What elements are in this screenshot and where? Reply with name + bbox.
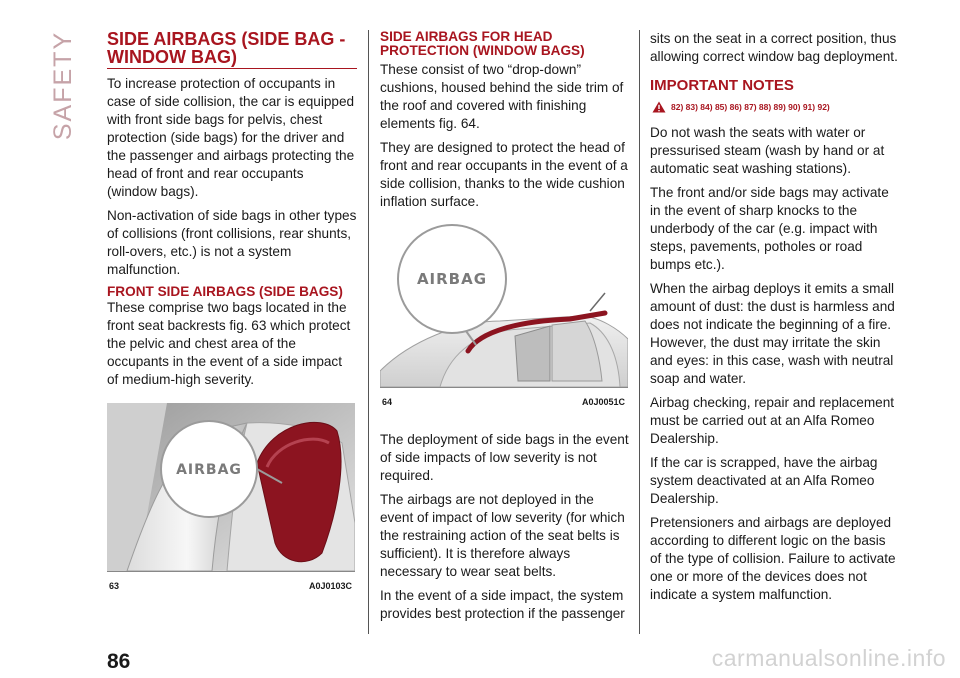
paragraph: The front and/or side bags may activate in the event of sharp knocks to the underbody of the car (e.g. impact with steps, pavements, potholes or road bumps etc.).	[650, 185, 889, 272]
paragraph: These consist of two “drop-down” cushions, housed behind the side trim of the roof and covered with finishing elements fig. 64.	[380, 62, 624, 131]
section-heading: SIDE AIRBAGS FOR HEAD PROTECTION (WINDOW BAGS)	[380, 29, 585, 58]
section-tab-label: SAFETY	[49, 30, 78, 140]
paragraph: The deployment of side bags in the event of side impacts of low severity is not required.	[380, 432, 629, 483]
warning-icon	[652, 101, 666, 113]
figure-number: 63	[109, 581, 120, 591]
paragraph: sits on the seat in a correct position, thus allowing correct window bag deployment.	[650, 31, 898, 64]
paragraph: In the event of a side impact, the system provides best protection if the passenger	[380, 588, 625, 621]
sub-heading: FRONT SIDE AIRBAGS (SIDE BAGS)	[107, 284, 343, 299]
warning-references: 82) 83) 84) 85) 86) 87) 88) 89) 90) 91) 92)	[671, 102, 830, 112]
figure-number: 64	[382, 397, 393, 407]
column-divider	[639, 30, 640, 634]
paragraph: If the car is scrapped, have the airbag system deactivated at an Alfa Romeo Dealership.	[650, 455, 878, 506]
figure-label: AIRBAG	[416, 270, 488, 288]
figure-caption	[380, 393, 630, 411]
figure-label: AIRBAG	[176, 462, 242, 478]
figure-code: A0J0103C	[308, 581, 352, 591]
section-heading: SIDE AIRBAGS (SIDE BAG - WINDOW BAG)	[107, 30, 357, 69]
paragraph: Non-activation of side bags in other types of collisions (front collisions, rear shunts, roll-overs, etc.) is not a system malfunction.	[107, 208, 357, 277]
paragraph: To increase protection of occupants in case of side collision, the car is equipped with front side bags for pelvis, chest protection (side bags) for the driver and the passenger and airbags protecting the head of front and rear occupants (window bags).	[107, 76, 355, 199]
figure-code: A0J0051C	[581, 397, 625, 407]
paragraph: These comprise two bags located in the front seat backrests fig. 63 which protect the pelvic and chest area of the occupants in the event of a side impact of medium-high severity.	[107, 300, 351, 387]
paragraph: The airbags are not deployed in the event of impact of low severity (for which the restraining action of the seat belts is sufficient). It is therefore always necessary to wear seat belts.	[380, 492, 625, 579]
column-1	[107, 30, 357, 595]
section-heading: IMPORTANT NOTES	[650, 77, 794, 94]
figure-63-side-airbag-seat	[107, 403, 355, 572]
paragraph: They are designed to protect the head of front and rear occupants in the event of a side collision, thanks to the wide cushion inflation surface.	[380, 140, 628, 209]
column-2	[380, 30, 630, 629]
column-3	[650, 30, 900, 610]
figure-64-window-airbag	[380, 221, 628, 388]
column-divider	[368, 30, 369, 634]
page-number: 86	[107, 650, 131, 673]
seat-airbag-illustration	[107, 403, 355, 571]
window-airbag-illustration	[380, 221, 628, 387]
section-tab	[44, 30, 84, 140]
paragraph: Do not wash the seats with water or pressurised steam (wash by hand or at automatic seat washing stations).	[650, 125, 885, 176]
paragraph: Airbag checking, repair and replacement must be carried out at an Alfa Romeo Dealership.	[650, 395, 895, 446]
paragraph: When the airbag deploys it emits a small amount of dust: the dust is harmless and does not indicate the beginning of a fire. However, the dust may irritate the skin and eyes: in this case, wash with neutral soap and water.	[650, 281, 895, 386]
figure-caption	[107, 577, 357, 595]
paragraph: Pretensioners and airbags are deployed according to different logic on the basis of the type of collision. Failure to activate one or more of the devices does not indicate a system malfunction.	[650, 515, 896, 602]
warning-notes	[652, 98, 900, 116]
watermark: carmanualsonline.info	[711, 645, 946, 671]
